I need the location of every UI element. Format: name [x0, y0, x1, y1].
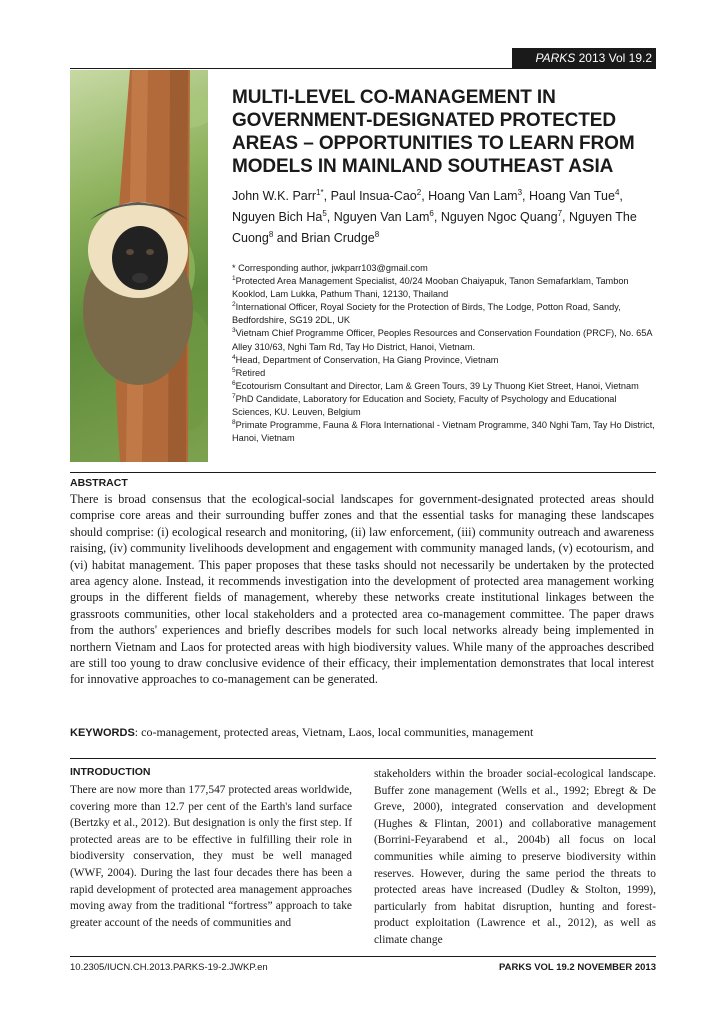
- affiliation-number: 5: [232, 366, 236, 374]
- affiliation-text: Retired: [235, 367, 266, 378]
- introduction-column-1: There are now more than 177,547 protected areas worldwide, covering more than 12.7 per cent of the Earth's land surface (Bertzky et al., 2012). But designation is only the first step. If protected areas are to be effective in fulfilling their role in biodiversity conservation, they must be well managed (WWF, 2004). During the last four decades there has been a rapid development of protected area management approaches moving away from the traditional “fortress” approach to take greater account of the needs of communities and: [70, 784, 352, 929]
- affiliation-number: 7: [232, 392, 236, 400]
- affiliation-item: [232, 327, 658, 353]
- affiliation-number: 2: [232, 301, 236, 309]
- introduction-heading: INTRODUCTION: [70, 766, 151, 778]
- introduction-column-2: stakeholders within the broader social-ecological landscape. Buffer zone management (Wells et al., 1992; Ebregt & De Greve, 2000), integrated conservation and development (Hughes & Flintan, 2001) and collaborative management (Borrini-Feyarabend et al., 2004b) all focus on local communities while aiming to preserve biodiversity within reserves. However, during the same period the threats to protected areas have increased (Dudley & Stolton, 1999), particularly from habitat disruption, hunting and forest-product exploitation (Lawrence et al., 2012), as well as climate change: [374, 768, 656, 946]
- author-affiliation-mark: 8: [268, 229, 274, 239]
- affiliation-text: Vietnam Chief Programme Officer, Peoples Resources and Conservation Foundation (PRCF), No. 65A Alley 310/63, Nghi Tam Rd, Tay Ho District, Hanoi, Vietnam.: [232, 328, 652, 352]
- gibbon-photo: [70, 70, 208, 462]
- header-rule: [70, 68, 656, 69]
- affiliation-number: 4: [232, 353, 236, 361]
- affiliation-text: Ecotourism Consultant and Director, Lam & Green Tours, 39 Ly Thuong Kiet Street, Hanoi, Vietnam: [235, 380, 639, 391]
- author-name: Nguyen Bich Ha: [232, 210, 323, 224]
- corresponding-author: * Corresponding author, jwkparr103@gmail.com: [232, 263, 428, 273]
- abstract-rule: [70, 472, 656, 473]
- author-name: Hoang Van Tue: [528, 189, 615, 203]
- author-name: Hoang Van Lam: [428, 189, 518, 203]
- affiliations: [232, 262, 658, 445]
- author-name: John W.K. Parr: [232, 189, 317, 203]
- affiliation-item: [232, 393, 658, 419]
- introduction-rule: [70, 758, 656, 759]
- journal-name: PARKS: [535, 51, 576, 65]
- footer-rule: [70, 956, 656, 957]
- affiliation-item: [232, 354, 658, 367]
- author-name: Paul Insua-Cao: [330, 189, 417, 203]
- author-affiliation-mark: 2: [416, 187, 422, 197]
- affiliation-item: [232, 367, 658, 380]
- author-affiliation-mark: 1*: [316, 187, 324, 197]
- affiliation-number: 8: [232, 419, 236, 427]
- keywords-label: KEYWORDS: [70, 727, 135, 739]
- affiliation-item: [232, 301, 658, 327]
- author-name: Nguyen The Cuong: [232, 210, 637, 245]
- author-affiliation-mark: 8: [374, 229, 380, 239]
- footer-journal: PARKS VOL 19.2 NOVEMBER 2013: [499, 962, 656, 973]
- footer-doi: 10.2305/IUCN.CH.2013.PARKS-19-2.JWKP.en: [70, 962, 268, 973]
- author-affiliation-mark: 3: [517, 187, 523, 197]
- affiliation-number: 3: [232, 327, 236, 335]
- author-list: John W.K. Parr$^{1*}$, Paul Insua-Cao$^2$, Hoang Van Lam$^3$, Hoang Van Tue$^4$, Nguyen Bich Ha$^5$, Nguyen Van Lam$^6$, Nguyen Ngoc Quang$^7$, Nguyen The Cuong$^8$ and Brian Crudge$^8$: [232, 187, 637, 245]
- affiliation-number: 1: [232, 275, 236, 283]
- journal-issue-tag: [512, 48, 656, 68]
- author-name: Brian Crudge: [301, 231, 375, 245]
- author-affiliation-mark: 6: [429, 208, 434, 218]
- affiliation-text: Protected Area Management Specialist, 40/24 Mooban Chaiyapuk, Tanon Semafarklam, Tambon Kooklod, Lam Lukka, Pathum Thani, 12130, Thailand: [232, 276, 629, 300]
- author-affiliation-mark: 5: [322, 208, 327, 218]
- author-name: Nguyen Van Lam: [333, 210, 430, 224]
- author-affiliation-mark: 4: [614, 187, 620, 197]
- keywords-values: : co-management, protected areas, Vietnam, Laos, local communities, management: [134, 725, 534, 739]
- paper-title: MULTI-LEVEL CO-MANAGEMENT IN GOVERNMENT-DESIGNATED PROTECTED AREAS – OPPORTUNITIES TO LEARN FROM MODELS IN MAINLAND SOUTHEAST ASIA: [232, 87, 635, 177]
- affiliation-list: [232, 275, 658, 445]
- affiliation-item: [232, 275, 658, 301]
- keywords: [70, 725, 656, 740]
- affiliation-text: International Officer, Royal Society for the Protection of Birds, The Lodge, Potton Road, Sandy, Bedfordshire, SG19 2DL, UK: [232, 302, 621, 326]
- abstract-text: There is broad consensus that the ecological-social landscapes for government-designated protected areas should comprise core areas and their surrounding buffer zones and that the essential tasks for managing these landscapes should comprise: (i) ecological research and monitoring, (ii) law enforcement, (iii) community outreach and awareness raising, (iv) community livelihoods development and engagement with community managed lands, (v) ecotourism, and (vi) habitat management. This paper proposes that these tasks should not necessarily be undertaken by the protected area agency alone. Instead, it recommends investigation into the development of protected area management working groups in the different fields of management, whereby these networks create institutional linkages between the grassroots communities, other local stakeholders and a protected area co-management committee. The paper draws from the authors' experiences and briefly describes models for such local networks already being implemented in northern Vietnam and Laos for protected areas with high biodiversity values. While many of the approaches described are still too young to draw conclusive evidence of their efficacy, their implementation demonstrates that local interest for innovative approaches to co-management can be generated.: [70, 492, 654, 687]
- affiliation-text: PhD Candidate, Laboratory for Education and Society, Faculty of Psychology and Educational Sciences, KU. Leuven, Belgium: [232, 393, 617, 418]
- affiliation-item: [232, 380, 658, 393]
- journal-issue: 2013 Vol 19.2: [575, 51, 652, 65]
- abstract-heading: ABSTRACT: [70, 477, 128, 489]
- author-name: Nguyen Ngoc Quang: [440, 210, 558, 224]
- affiliation-text: Head, Department of Conservation, Ha Giang Province, Vietnam: [235, 354, 499, 365]
- gibbon-illustration: [70, 70, 208, 462]
- affiliation-number: 6: [232, 379, 236, 387]
- author-affiliation-mark: 7: [557, 208, 563, 218]
- affiliation-item: [232, 419, 658, 445]
- affiliation-text: Primate Programme, Fauna & Flora International - Vietnam Programme, 340 Nghi Tam, Tay Ho District, Hanoi, Vietnam: [232, 420, 655, 444]
